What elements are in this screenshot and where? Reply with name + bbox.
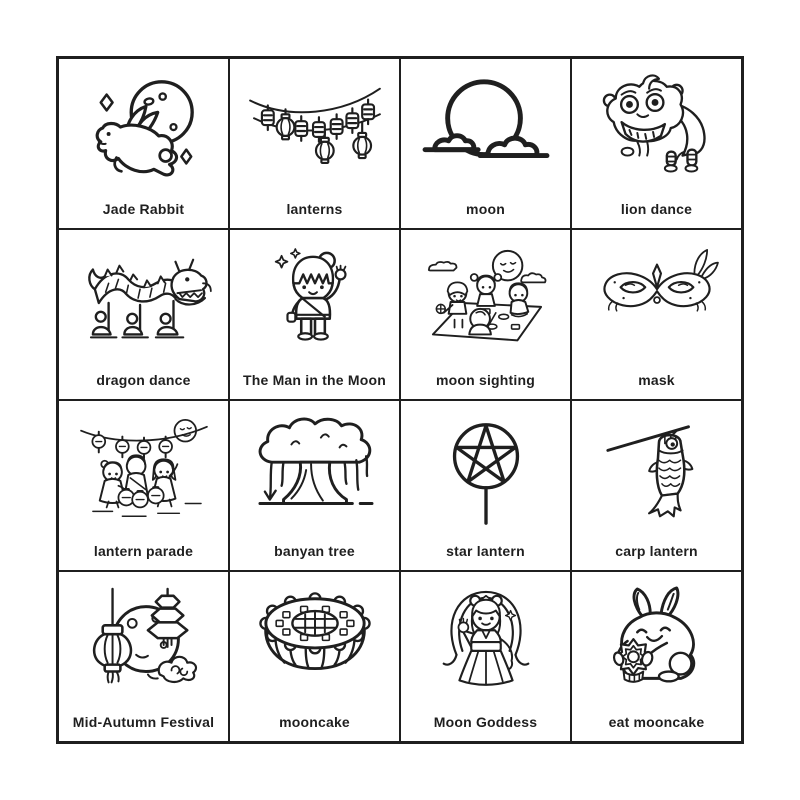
bingo-cell-star-lantern[interactable] [400,400,571,571]
cell-label: Jade Rabbit [102,201,185,217]
cell-label: dragon dance [96,372,191,388]
bingo-cell-mid-autumn-festival[interactable] [58,571,229,742]
cell-label: mooncake [279,714,350,730]
banyan-tree-illustration [232,405,397,541]
man-in-the-moon-illustration [232,234,397,370]
cell-label: lion dance [620,201,693,217]
bingo-cell-moon-goddess[interactable] [400,571,571,742]
cell-label: moon [466,201,505,217]
bingo-cell-banyan-tree[interactable] [229,400,400,571]
lion-dance-illustration [574,63,739,199]
cell-label: lanterns [286,201,343,217]
bingo-board [56,56,744,744]
mooncake-illustration [232,576,397,712]
bingo-cell-dragon-dance[interactable] [58,229,229,400]
cell-label: Moon Goddess [433,714,538,730]
cell-label: banyan tree [274,543,355,559]
dragon-dance-illustration [61,234,226,370]
bingo-cell-jade-rabbit[interactable] [58,58,229,229]
cell-label: The Man in the Moon [242,372,386,388]
rabbit-eating-mooncake-illustration [574,576,739,712]
masquerade-mask-illustration [574,234,739,370]
cell-label: Mid-Autumn Festival [72,714,215,730]
star-lantern-illustration [403,405,568,541]
lantern-string-illustration [232,63,397,199]
moon-sighting-picnic-illustration [403,234,568,370]
bingo-cell-lantern-parade[interactable] [58,400,229,571]
cell-label: mask [638,372,675,388]
moon-goddess-illustration [403,576,568,712]
cell-label: moon sighting [435,372,536,388]
bingo-cell-mask[interactable] [571,229,742,400]
bingo-cell-lion-dance[interactable] [571,58,742,229]
festival-lanterns-moon-illustration [61,576,226,712]
bingo-cell-mooncake[interactable] [229,571,400,742]
bingo-cell-moon[interactable] [400,58,571,229]
cell-label: lantern parade [93,543,194,559]
cell-label: eat mooncake [608,714,705,730]
lantern-parade-illustration [61,405,226,541]
bingo-cell-man-in-the-moon[interactable] [229,229,400,400]
cell-label: star lantern [446,543,525,559]
cell-label: carp lantern [615,543,698,559]
bingo-cell-moon-sighting[interactable] [400,229,571,400]
bingo-cell-lanterns[interactable] [229,58,400,229]
moon-with-clouds-illustration [403,63,568,199]
bingo-cell-eat-mooncake[interactable] [571,571,742,742]
bingo-cell-carp-lantern[interactable] [571,400,742,571]
carp-lantern-illustration [574,405,739,541]
jade-rabbit-illustration [61,63,226,199]
